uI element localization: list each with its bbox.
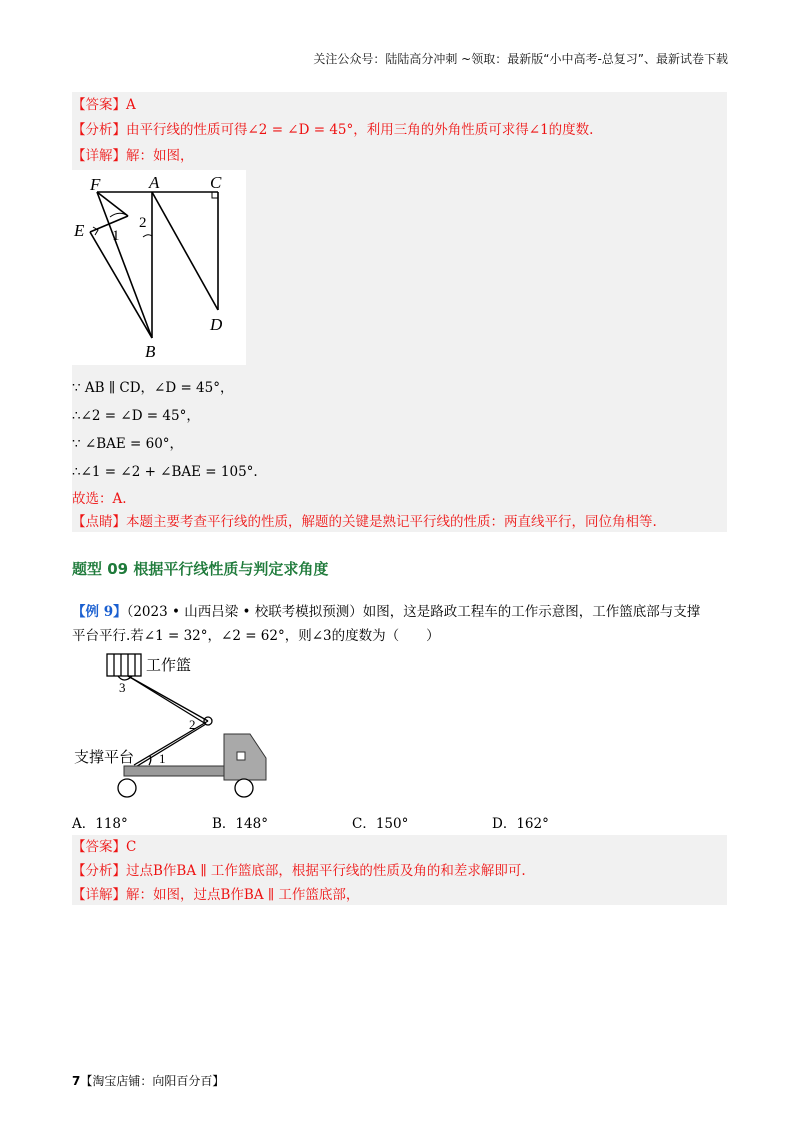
question-stem-line2: 平台平行.若∠1 = 32°，∠2 = 62°，则∠3的度数为（ ） — [72, 628, 440, 644]
detail-line-1: 【详解】解：如图， — [72, 148, 194, 164]
step-3: ∵ ∠BAE = 60°， — [72, 436, 184, 452]
label-B: B — [145, 342, 156, 361]
label-basket: 工作篮 — [146, 658, 192, 674]
option-d: D．162° — [492, 816, 549, 832]
page-number: 7 — [72, 1074, 81, 1088]
option-c: C．150° — [352, 816, 409, 832]
step-4: ∴∠1 = ∠2 + ∠BAE = 105°. — [72, 464, 258, 480]
question-stem-line1: 【例 9】（2023 • 山西吕梁 • 校联考模拟预测）如图，这是路政工程车的工作示意图，工作篮底部与支撑 — [72, 604, 701, 620]
analysis-line-1: 【分析】由平行线的性质可得∠2 = ∠D = 45°，利用三角的外角性质可求得∠1的度数. — [72, 122, 594, 138]
geometry-figure-1 — [72, 170, 246, 365]
option-a: A．118° — [72, 816, 128, 832]
label-E: E — [74, 221, 85, 240]
wheel-rear — [118, 779, 136, 797]
step-2: ∴∠2 = ∠D = 45°， — [72, 408, 200, 424]
label-angle-2: 2 — [189, 717, 196, 732]
section-title: 题型 09 根据平行线性质与判定求角度 — [72, 560, 329, 578]
label-angle-3: 3 — [119, 680, 126, 695]
label-C: C — [210, 173, 222, 192]
step-1: ∵ AB ∥ CD，∠D = 45°， — [72, 380, 234, 396]
answer-line-1: 【答案】A — [72, 97, 136, 113]
comment-line-1: 【点睛】本题主要考查平行线的性质，解题的关键是熟记平行线的性质：两直线平行，同位角相等. — [72, 514, 657, 530]
option-b: B．148° — [212, 816, 268, 832]
label-F: F — [90, 175, 101, 194]
label-angle-1: 1 — [159, 751, 166, 766]
label-1: 1 — [112, 228, 120, 244]
page-footer — [72, 1072, 224, 1089]
footer-shop: 【淘宝店铺：向阳百分百】 — [80, 1074, 225, 1088]
wheel-front — [235, 779, 253, 797]
truck-figure — [72, 648, 272, 800]
page-header: 关注公众号：陆陆高分冲刺 ~领取：最新版“小中高考-总复习”、最新试卷下载 — [313, 52, 728, 66]
label-D: D — [210, 315, 223, 334]
label-platform: 支撑平台 — [74, 750, 135, 766]
answer-line-2: 【答案】C — [72, 839, 137, 855]
label-2: 2 — [139, 215, 147, 231]
choose-line-1: 故选：A. — [72, 491, 127, 507]
analysis-line-2: 【分析】过点B作BA ∥ 工作篮底部，根据平行线的性质及角的和差求解即可. — [72, 863, 526, 879]
label-A: A — [149, 173, 160, 192]
detail-line-2: 【详解】解：如图，过点B作BA ∥ 工作篮底部， — [72, 887, 360, 903]
